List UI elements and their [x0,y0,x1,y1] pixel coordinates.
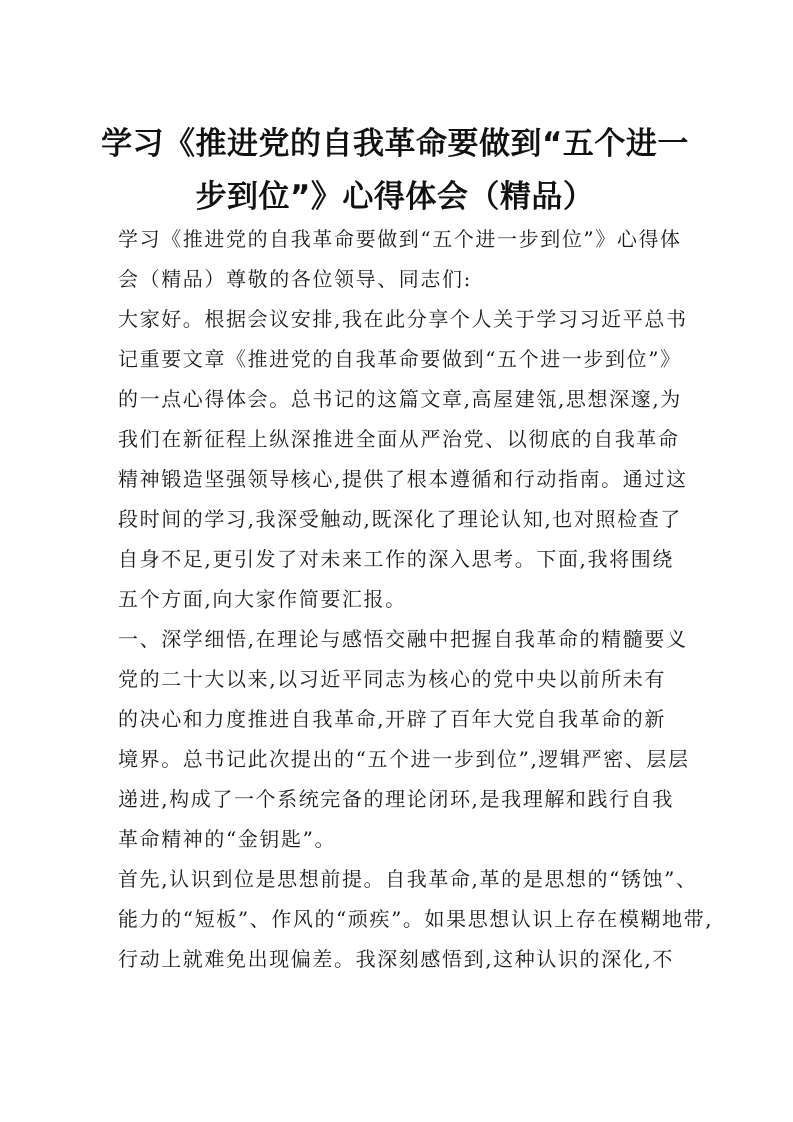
text-line: 精神锻造坚强领导核心,提供了根本遵循和行动指南。通过这 [118,467,688,491]
section-heading-line: 一、深学细悟,在理论与感悟交融中把握自我革命的精髓要义 [118,627,688,651]
text-line: 的一点心得体会。总书记的这篇文章,高屋建瓴,思想深邃,为 [118,387,682,411]
text-line: 能力的“短板”、作风的“顽疾”。如果思想认识上存在模糊地带, [118,907,714,931]
paragraph-greeting [118,299,688,619]
paragraph-intro [118,219,682,299]
text-line: 的决心和力度推进自我革命,开辟了百年大党自我革命的新 [118,707,666,731]
text-line: 首先,认识到位是思想前提。自我革命,革的是思想的“锈蚀”、 [118,867,698,891]
text-line: 记重要文章《推进党的自我革命要做到“五个进一步到位”》 [118,347,682,371]
text-line: 我们在新征程上纵深推进全面从严治党、以彻底的自我革命 [118,427,680,451]
text-line: 行动上就难免出现偏差。我深刻感悟到,这种认识的深化,不 [118,947,674,971]
text-line: 会（精品）尊敬的各位领导、同志们: [118,267,472,291]
text-line: 五个方面,向大家作简要汇报。 [118,587,407,611]
text-line: 革命精神的“金钥匙”。 [118,827,337,851]
text-line: 党的二十大以来,以习近平同志为核心的党中央以前所未有 [118,667,666,691]
title-line-1: 学习《推进党的自我革命要做到“五个进一 [101,126,689,162]
text-line: 大家好。根据会议安排,我在此分享个人关于学习习近平总书 [118,307,688,331]
paragraph-first-point [118,859,714,979]
text-line: 学习《推进党的自我革命要做到“五个进一步到位”》心得体 [118,227,682,251]
title-line-2: 步到位”》心得体会（精品） [195,179,595,215]
paragraph-section-one [118,619,690,859]
document-title [100,118,690,224]
text-line: 境界。总书记此次提出的“五个进一步到位”,逻辑严密、层层 [118,747,690,771]
text-line: 自身不足,更引发了对未来工作的深入思考。下面,我将围绕 [118,547,674,571]
document-body [118,219,714,979]
text-line: 递进,构成了一个系统完备的理论闭环,是我理解和践行自我 [118,787,674,811]
text-line: 段时间的学习,我深受触动,既深化了理论认知,也对照检查了 [118,507,682,531]
